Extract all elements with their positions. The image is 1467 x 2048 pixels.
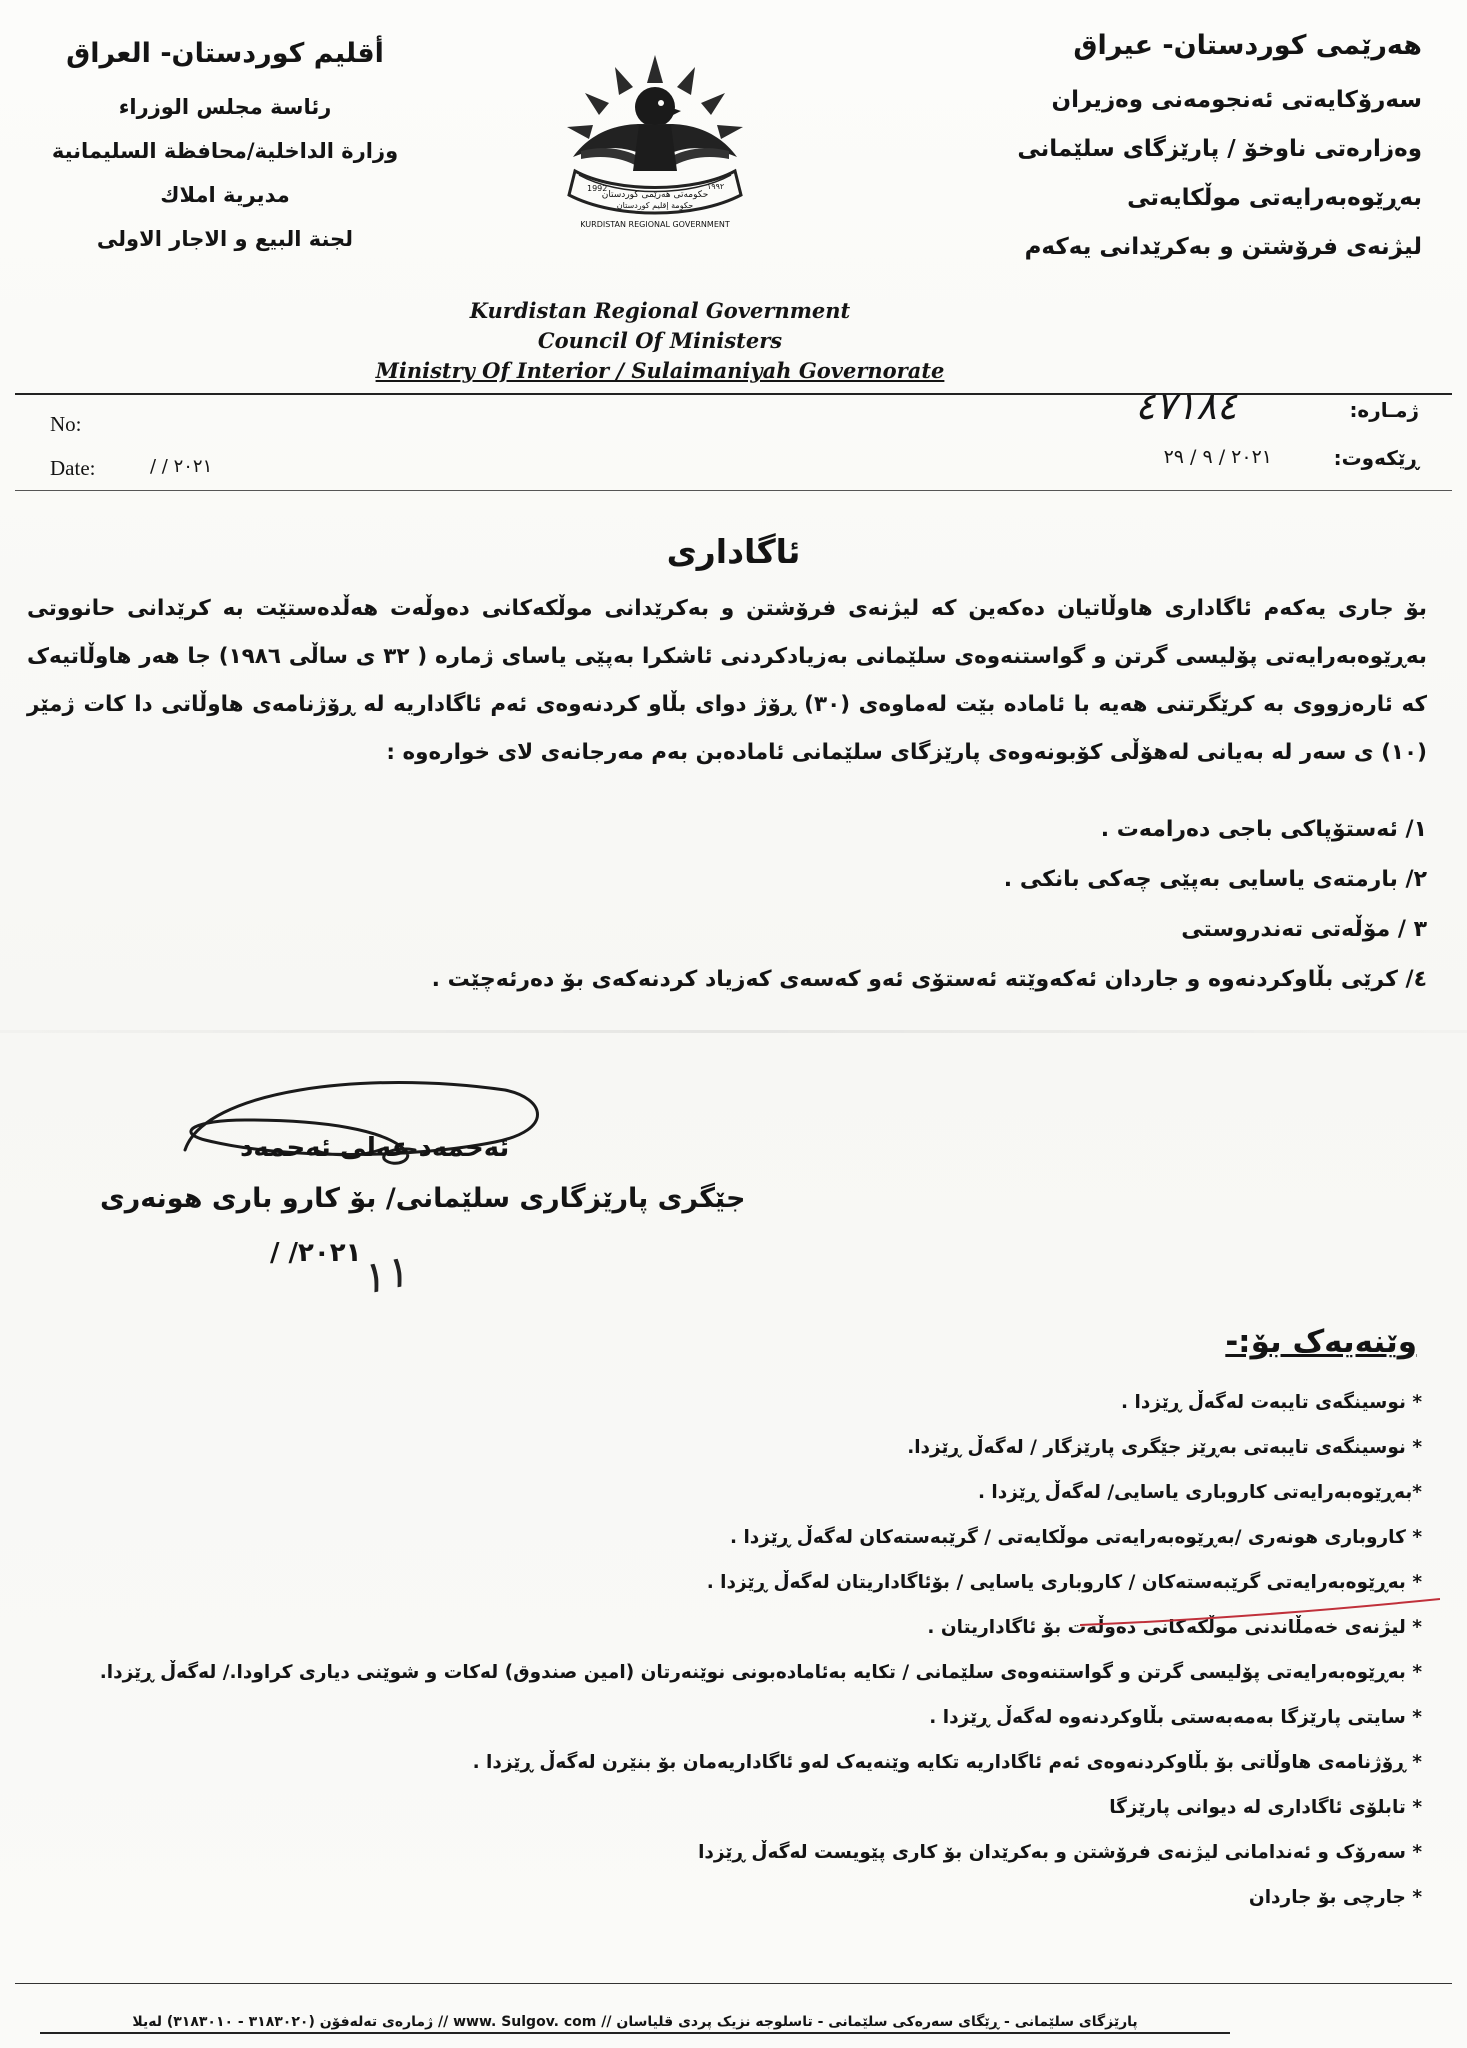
emblem-year-left: 1992 <box>587 184 608 193</box>
notice-title: ئاگاداری <box>666 532 801 571</box>
cc-item: * نوسینگەی تایبەت لەگەڵ ڕێزدا . <box>1121 1392 1422 1413</box>
red-pen-mark <box>1080 1595 1440 1635</box>
cc-item: * لیژنەی خەمڵاندنی موڵکەکانی دەوڵەت بۆ ئاگاداریتان . <box>927 1617 1422 1638</box>
signature-date: ٢٠٢١/ / <box>270 1238 362 1268</box>
kurdistan-emblem-icon <box>535 25 775 245</box>
emblem-ring-text-kurdish: حکومەتی هەرێمی کوردستان <box>601 190 709 200</box>
condition-item: ١/ ئەستۆپاکی باجی دەرامەت . <box>1100 817 1427 842</box>
header-english-line2: Council Of Ministers <box>537 328 783 353</box>
emblem-ring-text-arabic: حكومة إقليم كوردستان <box>616 201 694 210</box>
footer-divider-bottom <box>40 2032 1230 2034</box>
header-kurdish-line1: سەرۆکایەتی ئەنجومەنی وەزیران <box>1051 87 1422 113</box>
cc-item: * بەڕێوەبەرایەتی پۆلیسی گرتن و گواستنەوەی سلێمانی / تکایە بەئامادەبونی نوێنەرتان (امین صندوق) لەکات و شوێنی دیاری کراودا./ لەگەڵ ڕێزدا. <box>99 1662 1422 1683</box>
header-arabic-line0: أقليم كوردستان- العراق <box>66 38 384 69</box>
handwritten-day: ١١ <box>355 1245 413 1306</box>
notice-body: بۆ جاری یەکەم ئاگاداری هاوڵاتیان دەکەین کە لیژنەی فرۆشتن و بەکرێدانی موڵکەکانی دەوڵەت هەڵدەستێت بە کرێدانی حانووتی بەڕێوەبەرایەتی پۆلیسی گرتن و گواستنەوەی سلێمانی بەزیادکردنی ئاشکرا بەپێی یاسای ژمارە ( ٣٢ ی ساڵی ١٩٨٦) جا هەر هاوڵاتیەک کە ئارەزووی بە کرێگرتنی هەیە با ئامادە بێت لەماوەی (٣٠) ڕۆژ دوای بڵاو کردنەوەی ئەم ئاگاداریە لە ڕۆژنامەی هاوڵاتی دا کات ژمێر (١٠) ی سەر لە بەیانی لەهۆڵی کۆبونەوەی پارێزگای سلێمانی ئامادەبن بەم مەرجانەی لای خوارەوە : <box>27 596 1428 765</box>
reference-date-value: ٢٠٢١ / ٩ / ٢٩ <box>1163 446 1272 468</box>
emblem-ring-text-english: KURDISTAN REGIONAL GOVERNMENT <box>580 220 730 229</box>
cc-item: * ڕۆژنامەی هاوڵاتی بۆ بڵاوکردنەوەی ئەم ئاگاداریە تکایە وێنەیەک لەو ئاگاداریەمان بۆ بنێرن لەگەڵ ڕێزدا . <box>472 1752 1422 1773</box>
header-kurdish-line4: لیژنەی فرۆشتن و بەکرێدانی یەکەم <box>1024 234 1422 260</box>
conditions-list <box>47 805 1427 1005</box>
cc-item: * کاروباری هونەری /بەڕێوەبەرایەتی موڵکایەتی / گرێبەستەکان لەگەڵ ڕێزدا . <box>729 1527 1422 1548</box>
cc-item: * بەڕێوەبەرایەتی گرێبەستەکان / کاروباری یاسایی / بۆئاگاداریتان لەگەڵ ڕێزدا . <box>706 1572 1422 1593</box>
condition-item: ٢/ بارمتەی یاسایی بەپێی چەکی بانکی . <box>1003 867 1427 892</box>
header-kurdish-line0: هەرێمی کوردستان- عیراق <box>1073 30 1422 61</box>
header-english-line3: Ministry Of Interior / Sulaimaniyah Governorate <box>375 358 945 383</box>
no-label: No: <box>50 412 82 436</box>
cc-item: * تابلۆی ئاگاداری لە دیوانی پارێزگا <box>1109 1797 1422 1818</box>
paper-fold <box>0 1030 1467 1033</box>
date-value: / / ٢٠٢١ <box>150 456 213 477</box>
footer-contact: پارێزگای سلێمانی - ڕێگای سەرەکی سلێمانی - تاسلوجە نزیک پردی قلیاسان // www. Sulgov. com // ژمارەی تەلەفۆن (٣١٨٣٠٢٠ - ٣١٨٣٠١٠) لەیلا <box>132 2014 1138 2030</box>
header-arabic <box>30 38 420 271</box>
reference-date-label: ڕێکەوت: <box>1333 446 1419 470</box>
reference-number-label: ژمـارە: <box>1349 398 1419 422</box>
reference-divider <box>15 490 1452 491</box>
reference-number-value: ٤٧١٨٤ <box>1134 384 1237 428</box>
cc-title: وێنەیەک بۆ:- <box>1225 1324 1417 1360</box>
signatory-title: جێگری پارێزگاری سلێمانی/ بۆ کارو باری هونەری <box>100 1183 746 1214</box>
cc-item: * جارچی بۆ جاردان <box>1248 1887 1422 1908</box>
header-kurdish <box>982 30 1422 283</box>
cc-item: * سایتی پارێزگا بەمەبەستی بڵاوکردنەوە لەگەڵ ڕێزدا . <box>929 1707 1422 1728</box>
header-kurdish-line3: بەڕێوەبەرایەتی موڵکایەتی <box>1127 185 1422 211</box>
header-arabic-line2: وزارة الداخلية/محافظة السليمانية <box>51 139 399 163</box>
signatory-name: ئەحمەد عەلی ئەحمەد <box>240 1133 510 1163</box>
condition-item: ٣ / مۆڵەتی تەندروستی <box>1181 917 1427 942</box>
header-english-line1: Kurdistan Regional Government <box>469 298 851 323</box>
cc-item: * نوسینگەی تایبەتی بەڕێز جێگری پارێزگار / لەگەڵ ڕێزدا. <box>907 1437 1422 1458</box>
header-arabic-line1: رئاسة مجلس الوزراء <box>118 95 332 119</box>
footer-divider-top <box>15 1983 1452 1984</box>
condition-item: ٤/ کرێی بڵاوکردنەوە و جاردان ئەکەوێتە ئەستۆی ئەو کەسەی کەزیاد کردنەکەی بۆ دەرئەچێت . <box>431 967 1427 992</box>
cc-item: * سەرۆک و ئەندامانی لیژنەی فرۆشتن و بەکرێدان بۆ کاری پێویست لەگەڵ ڕێزدا <box>698 1842 1422 1863</box>
header-arabic-line4: لجنة البيع و الاجار الاولى <box>96 227 354 251</box>
header-english <box>360 296 960 386</box>
header-arabic-line3: مديرية املاك <box>160 183 290 207</box>
cc-item: *بەڕێوەبەرایەتی کاروباری یاسایی/ لەگەڵ ڕێزدا . <box>977 1482 1422 1503</box>
cc-list <box>92 1380 1422 1920</box>
date-label: Date: <box>50 456 96 480</box>
emblem-year-right: ١٩٩٢ <box>707 182 725 191</box>
header-kurdish-line2: وەزارەتی ناوخۆ / پارێزگای سلێمانی <box>1017 136 1422 162</box>
